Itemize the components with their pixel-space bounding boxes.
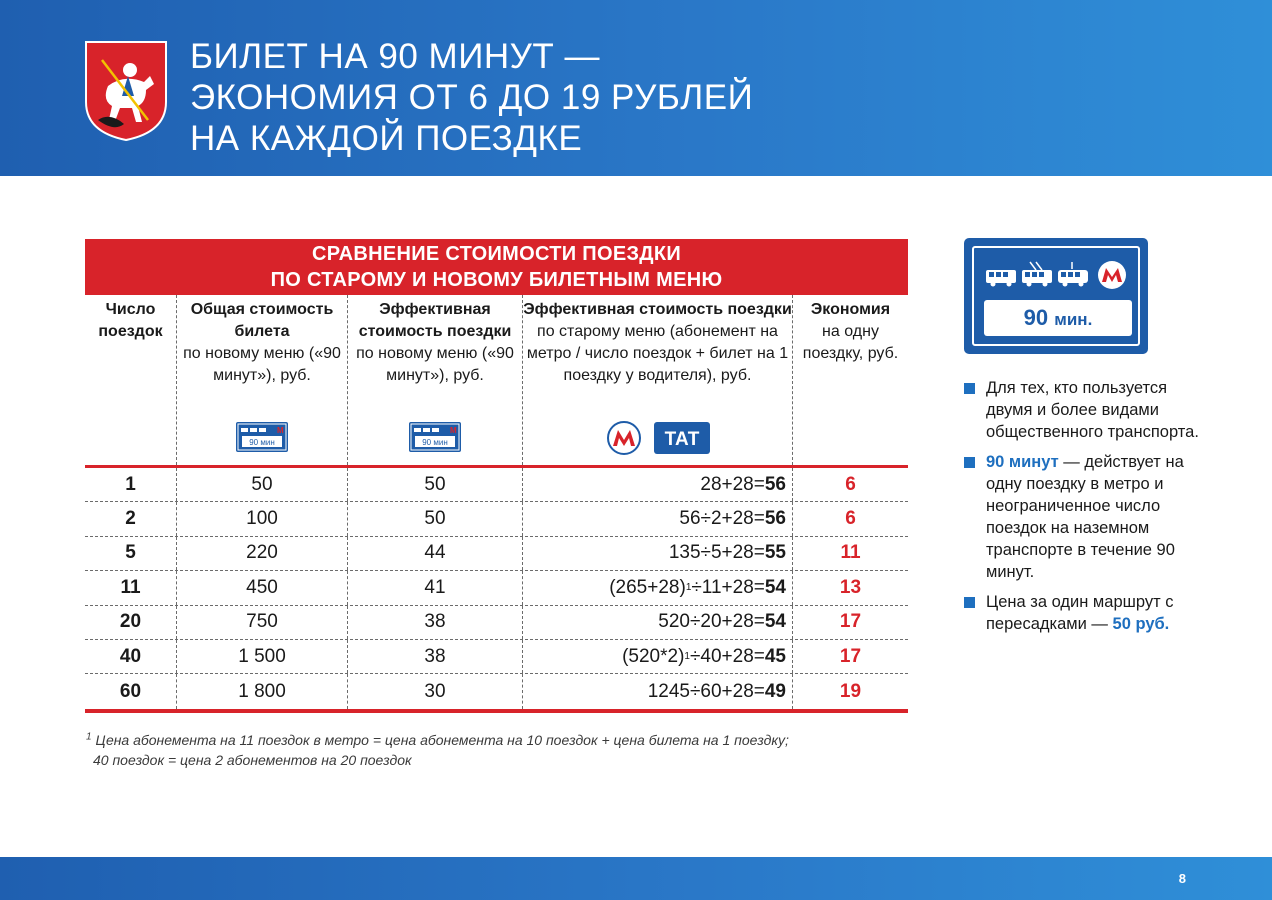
cell-formula: (520*2) 1 ÷40+28= 45	[522, 640, 792, 673]
title-line-1: БИЛЕТ НА 90 МИНУТ —	[190, 37, 600, 76]
formula-result: 56	[764, 473, 786, 495]
table-header	[85, 295, 908, 465]
column-header-bold: Эффективная стоимость поездки	[523, 301, 792, 318]
cell-effective-new: 38	[347, 606, 522, 639]
cell-effective-new: 44	[347, 537, 522, 570]
note-item: 90 минут — действует на одну поездку в метро и неограниченное число поездок на наземном транспорте в течение 90 минут.	[964, 451, 1204, 583]
cell-formula	[522, 502, 792, 535]
title-line-3: НА КАЖДОЙ ПОЕЗДКЕ	[190, 119, 583, 158]
formula-text: 56÷2+28=	[679, 508, 765, 530]
cell-saving: 19	[792, 674, 908, 708]
cell-total: 450	[176, 571, 347, 604]
formula-text: 1245÷60+28=	[647, 680, 765, 702]
svg-text:M: M	[450, 426, 457, 435]
table-row	[85, 468, 908, 502]
footnote-line-2: 40 поездок = цена 2 абонементов на 20 поездок	[93, 752, 412, 768]
90-minute-ticket-sign	[964, 238, 1148, 354]
cell-saving: 13	[792, 571, 908, 604]
column-header-note: по новому меню («90 минут»), руб.	[183, 345, 341, 384]
ticket-90-icon	[408, 421, 462, 453]
cell-effective-new: 41	[347, 571, 522, 604]
table-row	[85, 502, 908, 536]
svg-text:ТАТ: ТАТ	[664, 429, 699, 450]
column-header-bold: Общая стоимость билета	[190, 301, 334, 340]
ticket-90-icon	[235, 421, 289, 453]
tram-icon	[1058, 262, 1088, 287]
table-banner	[85, 239, 908, 295]
sign-frame	[972, 246, 1140, 346]
note-item: Для тех, кто пользуется двумя и более видами общественного транспорта.	[964, 377, 1204, 443]
metro-icon	[1098, 261, 1126, 289]
cell-effective-new: 50	[347, 502, 522, 535]
cell-formula	[522, 537, 792, 570]
footer-band	[0, 857, 1272, 900]
banner-line-2: ПО СТАРОМУ И НОВОМУ БИЛЕТНЫМ МЕНЮ	[270, 269, 723, 291]
formula-result: 54	[764, 576, 786, 598]
cell-total: 750	[176, 606, 347, 639]
footnote-line-1	[86, 730, 789, 750]
table-row	[85, 674, 908, 708]
cell-trips: 5	[125, 542, 136, 564]
formula-result: 56	[764, 508, 786, 530]
cell-trips: 2	[125, 508, 136, 530]
cell-formula: (265+28) 1 ÷11+28= 54	[522, 571, 792, 604]
note-item: Цена за один маршрут с пересадками — 50 руб.	[964, 591, 1204, 635]
bus-icon	[986, 270, 1016, 287]
column-header-total	[176, 295, 347, 465]
cell-saving: 6	[792, 468, 908, 501]
page-title	[190, 36, 753, 159]
column-header-bold: Число поездок	[98, 301, 163, 340]
footnote-marker: 1	[86, 731, 92, 743]
cell-saving: 6	[792, 502, 908, 535]
formula-result: 49	[764, 680, 786, 702]
cell-formula	[522, 468, 792, 501]
cell-saving: 11	[792, 537, 908, 570]
bullet-square-icon	[964, 597, 975, 608]
cell-formula	[522, 674, 792, 708]
table-bottom-rule	[85, 709, 908, 713]
cell-trips: 60	[119, 680, 142, 702]
cell-trips: 1	[125, 473, 136, 495]
header-band	[0, 0, 1272, 176]
table-row	[85, 640, 908, 674]
formula-text: (520*2)	[622, 645, 685, 667]
svg-text:M: M	[277, 426, 284, 435]
column-header-saving	[792, 295, 908, 465]
info-notes	[964, 377, 1204, 643]
title-line-2: ЭКОНОМИЯ ОТ 6 ДО 19 РУБЛЕЙ	[190, 78, 754, 117]
cell-total: 1 800	[176, 674, 347, 708]
column-header-trips	[85, 295, 176, 465]
formula-text: 28+28=	[700, 473, 765, 495]
transport-icons	[984, 260, 1134, 290]
cell-trips: 40	[119, 645, 142, 667]
cell-total: 220	[176, 537, 347, 570]
cell-trips: 11	[120, 576, 141, 598]
sign-label-unit: мин.	[1054, 310, 1093, 329]
footnote-text-1: Цена абонемента на 11 поездок в метро = цена абонемента на 10 поездок + цена билета на 1 поездку;	[95, 732, 789, 748]
table-row	[85, 606, 908, 640]
cell-total: 100	[176, 502, 347, 535]
column-header-bold: Эффективная стоимость поездки	[358, 301, 512, 340]
page-number: 8	[1178, 871, 1186, 886]
svg-text:90 мин: 90 мин	[249, 438, 275, 447]
table-row	[85, 571, 908, 605]
cell-trips: 20	[119, 611, 142, 633]
cell-total: 50	[176, 468, 347, 501]
table-row	[85, 537, 908, 571]
sign-label-number: 90	[1023, 305, 1049, 330]
svg-text:90 мин: 90 мин	[422, 438, 448, 447]
metro-and-tat-icons	[604, 421, 712, 455]
footnote	[86, 730, 789, 770]
cell-total: 1 500	[176, 640, 347, 673]
cell-formula	[522, 606, 792, 639]
cell-effective-new: 38	[347, 640, 522, 673]
banner-line-1: СРАВНЕНИЕ СТОИМОСТИ ПОЕЗДКИ	[311, 243, 682, 265]
column-header-note: на одну поездку, руб.	[802, 323, 899, 362]
formula-text: 135÷5+28=	[668, 542, 765, 564]
cell-effective-new: 50	[347, 468, 522, 501]
formula-tail: ÷11+28=	[691, 576, 765, 598]
table-body	[85, 468, 908, 709]
formula-tail: ÷40+28=	[689, 645, 765, 667]
formula-result: 54	[764, 611, 786, 633]
comparison-table	[85, 239, 908, 713]
bullet-square-icon	[964, 457, 975, 468]
formula-text: (265+28)	[609, 576, 686, 598]
moscow-coat-of-arms-icon	[84, 40, 168, 142]
cell-saving: 17	[792, 606, 908, 639]
formula-result: 55	[764, 542, 786, 564]
column-header-effective-new	[347, 295, 522, 465]
cell-saving: 17	[792, 640, 908, 673]
formula-text: 520÷20+28=	[658, 611, 765, 633]
column-header-note: по старому меню (абонемент на метро / число поездок + билет на 1 поездку у водителя), руб.	[526, 323, 789, 384]
bullet-square-icon	[964, 383, 975, 394]
column-header-bold: Экономия	[810, 301, 891, 318]
formula-result: 45	[764, 645, 786, 667]
cell-effective-new: 30	[347, 674, 522, 708]
column-header-note: по новому меню («90 минут»), руб.	[356, 345, 514, 384]
sign-label-box	[984, 300, 1132, 336]
trolleybus-icon	[1022, 262, 1052, 287]
column-header-effective-old	[522, 295, 792, 465]
